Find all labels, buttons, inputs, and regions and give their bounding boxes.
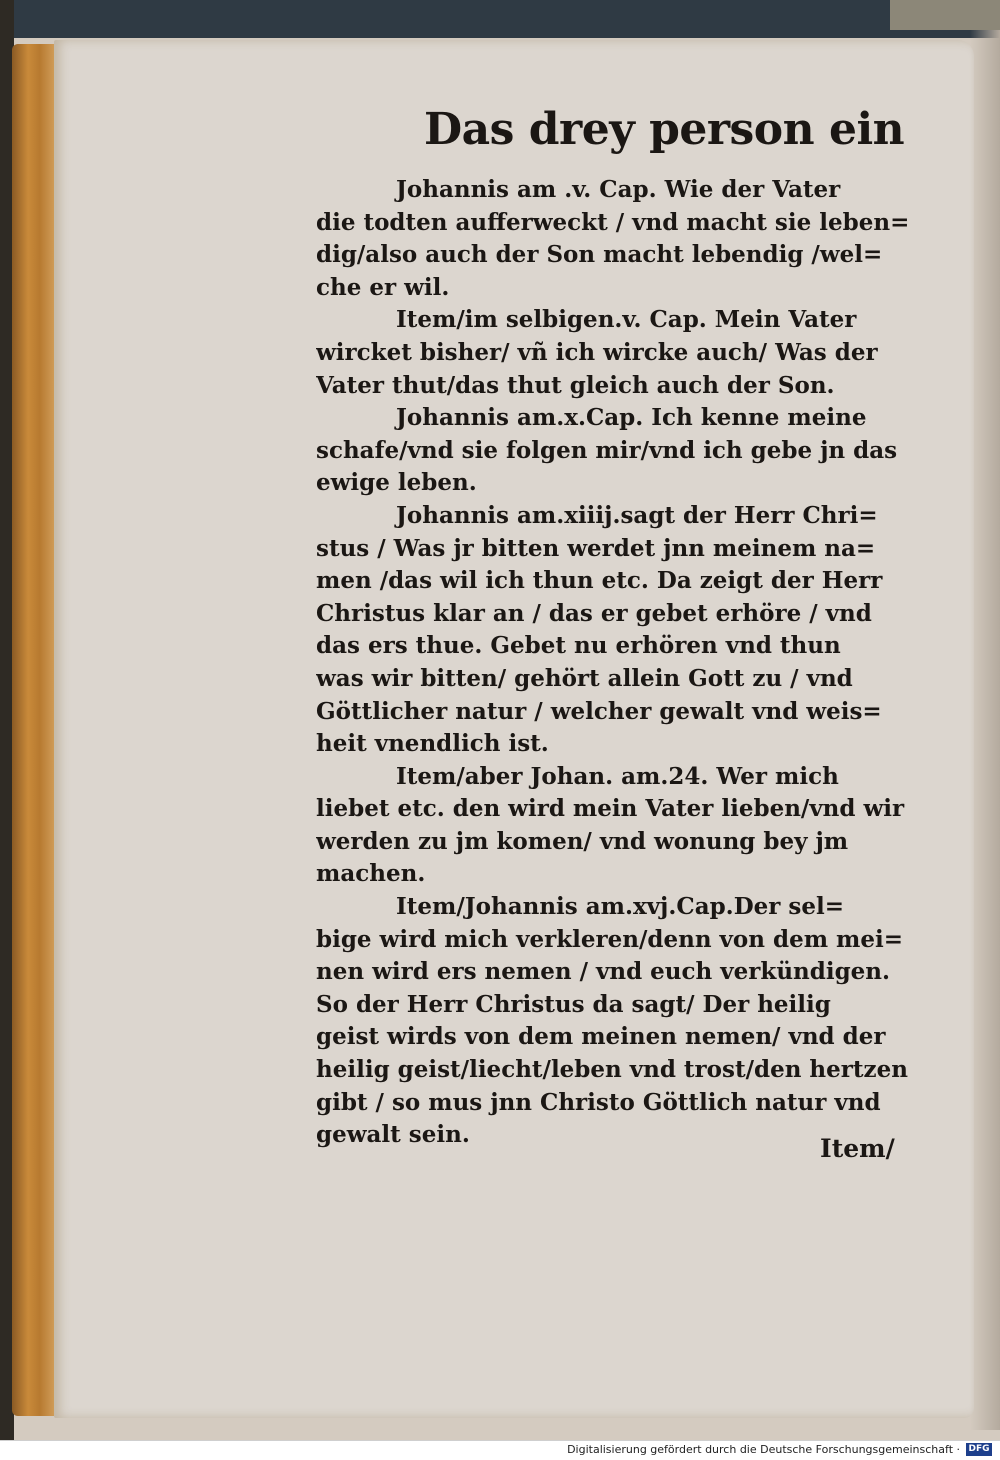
text-line: gewalt sein. bbox=[316, 1121, 470, 1149]
text-line: So der Herr Christus da sagt/ Der heilig bbox=[316, 990, 831, 1018]
body-text bbox=[316, 174, 918, 1152]
text-line: stus / Was jr bitten werdet jnn meinem na= bbox=[316, 534, 876, 562]
text-line: was wir bitten/ gehört allein Gott zu / vnd bbox=[316, 664, 853, 692]
scan-corner-shadow bbox=[890, 0, 1000, 30]
text-line: die todten aufferweckt / vnd macht sie leben= bbox=[316, 208, 910, 236]
text-line: machen. bbox=[316, 860, 426, 888]
text-line: geist wirds von dem meinen nemen/ vnd der bbox=[316, 1023, 886, 1051]
text-line: wircket bisher/ vñ ich wircke auch/ Was der bbox=[316, 338, 878, 366]
book-fore-edge bbox=[12, 44, 58, 1416]
text-line: bige wird mich verkleren/denn von dem mei= bbox=[316, 925, 904, 953]
text-line: werden zu jm komen/ vnd wonung bey jm bbox=[316, 827, 849, 855]
text-line: Vater thut/das thut gleich auch der Son. bbox=[316, 371, 835, 399]
text-line: Item/aber Johan. am.24. Wer mich bbox=[396, 762, 839, 790]
text-line: Christus klar an / das er gebet erhöre / vnd bbox=[316, 599, 872, 627]
text-line: schafe/vnd sie folgen mir/vnd ich gebe jn das bbox=[316, 436, 898, 464]
text-line: Item/Johannis am.xvj.Cap.Der sel= bbox=[396, 893, 844, 921]
text-line: Johannis am.xiiij.sagt der Herr Chri= bbox=[396, 501, 878, 529]
text-line: nen wird ers nemen / vnd euch verkündigen. bbox=[316, 958, 891, 986]
text-line: ewige leben. bbox=[316, 469, 477, 497]
scan-top-edge bbox=[0, 0, 1000, 38]
text-line: gibt / so mus jnn Christo Göttlich natur vnd bbox=[316, 1088, 881, 1116]
text-line: heilig geist/liecht/leben vnd trost/den hertzen bbox=[316, 1056, 908, 1084]
running-head: Das drey person ein bbox=[424, 104, 905, 155]
dfg-logo: DFG bbox=[966, 1443, 992, 1456]
text-line: heit vnendlich ist. bbox=[316, 730, 549, 758]
text-line: che er wil. bbox=[316, 273, 450, 301]
text-line: Johannis am .v. Cap. Wie der Vater bbox=[396, 176, 841, 203]
text-line: Göttlicher natur / welcher gewalt vnd weis= bbox=[316, 697, 882, 725]
text-line: das ers thue. Gebet nu erhören vnd thun bbox=[316, 632, 841, 660]
text-line: Johannis am.x.Cap. Ich kenne meine bbox=[396, 404, 867, 432]
footer-credit: Digitalisierung gefördert durch die Deutsche Forschungsgemeinschaft · bbox=[567, 1443, 960, 1456]
text-line: dig/also auch der Son macht lebendig /wel= bbox=[316, 241, 883, 269]
text-line: men /das wil ich thun etc. Da zeigt der Herr bbox=[316, 567, 883, 595]
text-line: liebet etc. den wird mein Vater lieben/vnd wir bbox=[316, 795, 905, 823]
catchword: Item/ bbox=[820, 1134, 895, 1163]
page-right-shadow bbox=[970, 30, 1000, 1430]
text-line: Item/im selbigen.v. Cap. Mein Vater bbox=[396, 306, 857, 334]
